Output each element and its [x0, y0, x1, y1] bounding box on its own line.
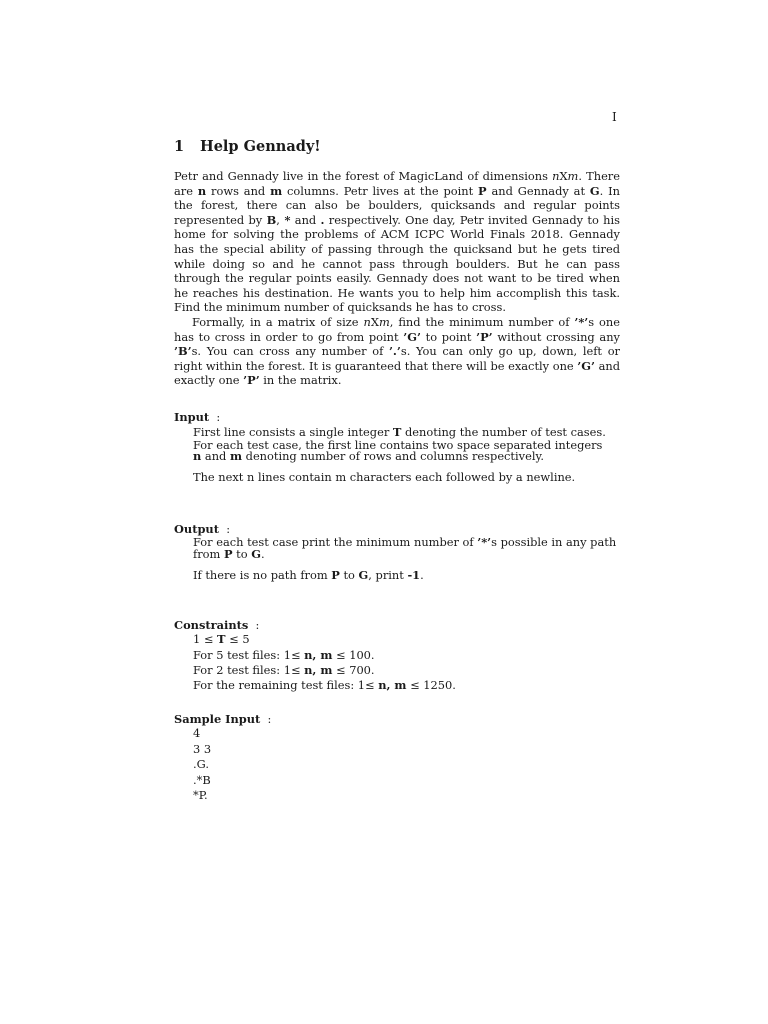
constraint-3: For 2 test files: 1≤ n, m ≤ 700.: [193, 662, 375, 677]
statement-paragraph-2: Formally, in a matrix of size nXm, find the minimum number of ’*’s one has to cross in order to go from point ’G’ to point ’P’ without crossing any ’B’s. You can cross any number of ’.’s. You can only go up, down, left or right within the forest. It is guaranteed that there will be exactly one ’G’ and exactly one ’P’ in the matrix.: [174, 314, 620, 388]
input-line-2: For each test case, the first line contains two space separated integers: [193, 437, 603, 452]
statement-paragraph-1: Petr and Gennady live in the forest of MagicLand of dimensions nXm. There are n rows and m columns. Petr lives at the point P and Gennady at G. In the forest, there can also be boulders, quicksands and regular points represented by B, * and . respectively. One day, Petr invited Gennady to his home for solving the problems of ACM ICPC World Finals 2018. Gennady has the special ability of passing through the quicksand but he gets tired while doing so and he cannot pass through boulders. But he can pass through the regular points easily. Gennady does not want to be tired when he reaches his destination. He wants you to help him accomplish this task. Find the minimum number of quicksands he has to cross.: [174, 169, 620, 315]
sample-input-section: [174, 712, 620, 804]
constraint-2: For 5 test files: 1≤ n, m ≤ 100.: [193, 647, 375, 662]
constraint-1: 1 ≤ T ≤ 5: [193, 632, 250, 647]
section-title-text: Help Gennady!: [200, 138, 321, 155]
input-section: [174, 410, 620, 484]
constraints-body: [174, 632, 620, 694]
section-number: 1: [174, 138, 185, 155]
sample-input-line: .*B: [193, 772, 211, 787]
output-line-3: If there is no path from P to G, print -1.: [193, 568, 424, 583]
input-line-4: The next n lines contain m characters each followed by a newline.: [193, 470, 576, 485]
sample-input-line: *P.: [193, 787, 208, 802]
sample-input-heading: Sample Input :: [174, 711, 272, 726]
input-line-1: First line consists a single integer T denoting the number of test cases.: [193, 424, 606, 439]
output-line-2: from P to G.: [193, 546, 265, 561]
sample-input-line: .G.: [193, 757, 209, 772]
output-body: [174, 537, 620, 581]
sample-input-line: 4: [193, 726, 201, 741]
input-body: [174, 425, 620, 484]
problem-content: [174, 138, 620, 803]
section-title: [174, 138, 620, 155]
constraint-4: For the remaining test files: 1≤ n, m ≤ 1250.: [193, 678, 456, 693]
constraints-heading: Constraints :: [174, 617, 260, 632]
output-heading: Output :: [174, 521, 231, 536]
input-heading: Input :: [174, 409, 221, 424]
input-line-3: n and m denoting number of rows and columns respectively.: [193, 448, 545, 463]
constraints-section: [174, 618, 620, 694]
output-line-1: For each test case print the minimum number of ’*’s possible in any path: [193, 535, 617, 550]
sample-input-body: [174, 726, 620, 803]
sample-input-line: 3 3: [193, 741, 212, 756]
page-number: I: [612, 110, 617, 124]
output-section: [174, 522, 620, 582]
